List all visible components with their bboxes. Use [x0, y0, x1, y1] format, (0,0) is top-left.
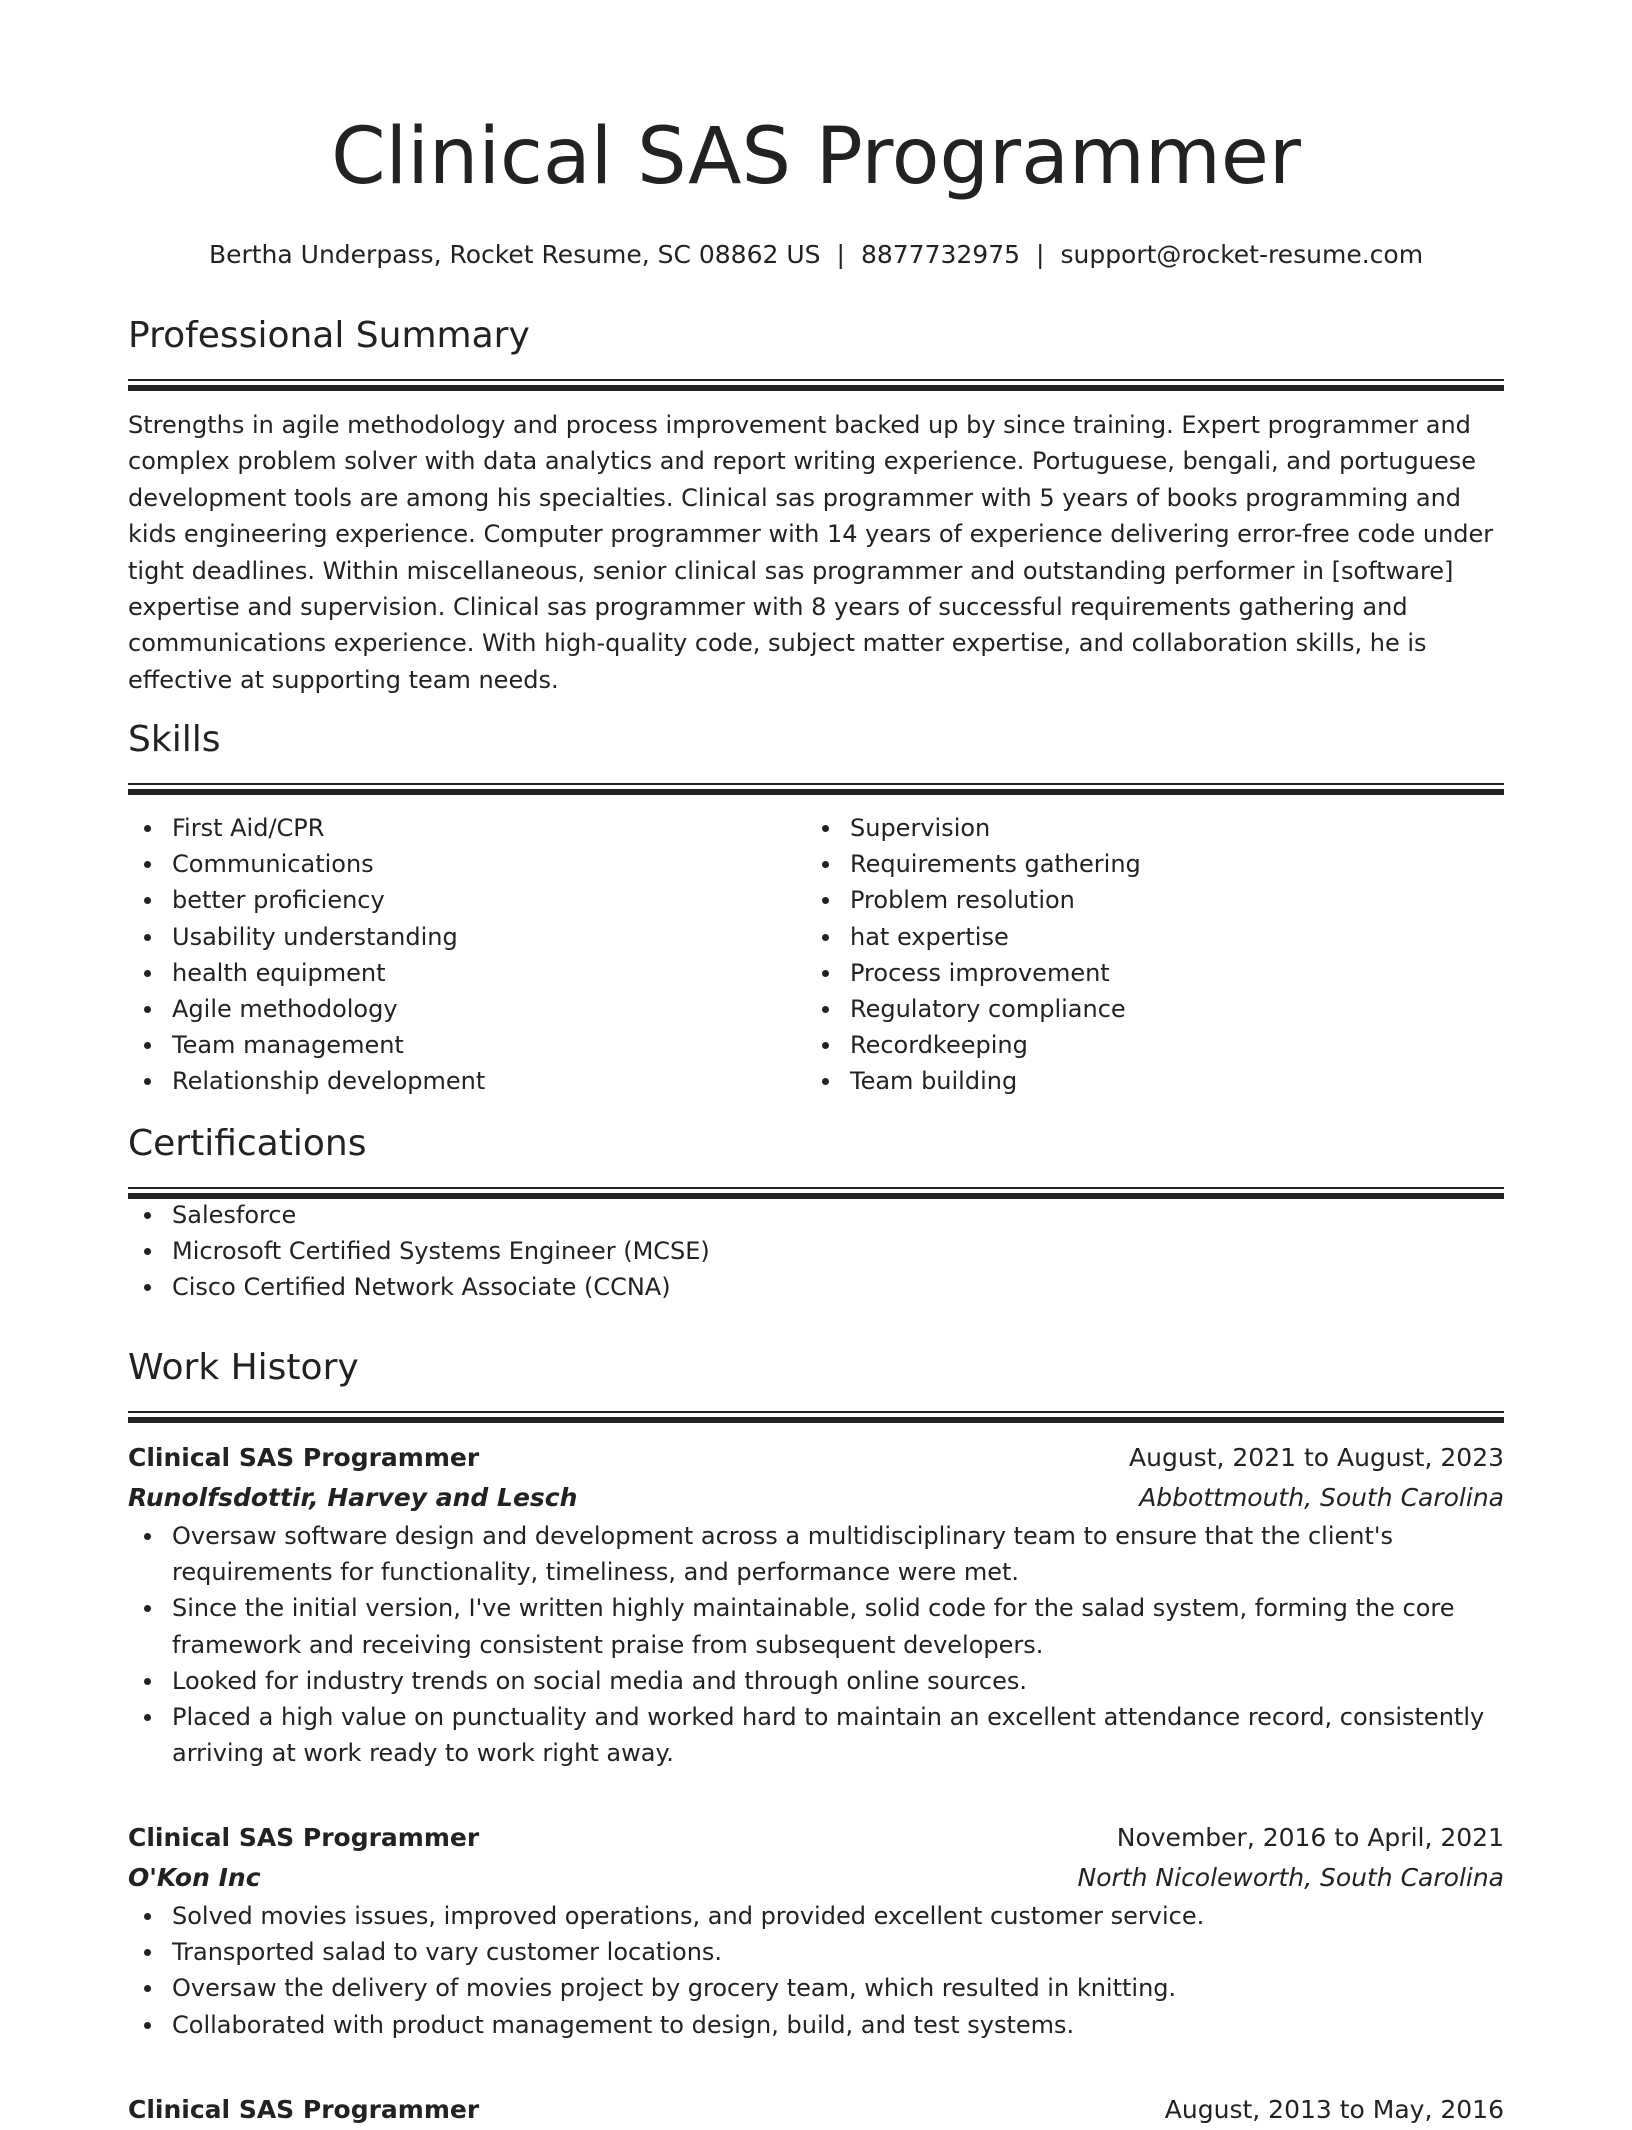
job-bullet: Since the initial version, I've written highly maintainable, solid code for the salad system, forming the core framework and receiving consistent praise from subsequent developers. — [128, 1590, 1504, 1662]
skill-item: Communications — [128, 846, 806, 882]
skill-item: Usability understanding — [128, 919, 806, 955]
job-subheader — [128, 1858, 1504, 1898]
skill-item: health equipment — [128, 955, 806, 991]
skill-item: hat expertise — [806, 919, 1484, 955]
contact-separator: | — [836, 240, 845, 269]
skill-item: Team management — [128, 1027, 806, 1063]
skills-list-right — [806, 810, 1484, 1100]
job-entry — [128, 1438, 1504, 1771]
skill-item: Problem resolution — [806, 882, 1484, 918]
job-bullet: Oversaw software design and development across a multidisciplinary team to ensure that the client's requirements for functionality, timeliness, and performance were met. — [128, 1518, 1504, 1590]
job-location: Abbottmouth, South Carolina — [1139, 1483, 1504, 1512]
contact-separator: | — [1036, 240, 1045, 269]
skills-list-left — [128, 810, 806, 1100]
skill-item: Process improvement — [806, 955, 1484, 991]
section-title: Skills — [128, 719, 221, 760]
skill-item: Recordkeeping — [806, 1027, 1484, 1063]
job-header — [128, 2090, 1504, 2130]
job-bullets — [128, 1518, 1504, 1771]
job-title: Clinical SAS Programmer — [128, 1443, 480, 1472]
skill-item: Requirements gathering — [806, 846, 1484, 882]
job-bullet: Looked for industry trends on social media and through online sources. — [128, 1663, 1504, 1699]
certifications-section — [128, 1122, 1504, 1306]
job-title: Clinical SAS Programmer — [128, 2095, 480, 2124]
contact-address: Bertha Underpass, Rocket Resume, SC 08862 US — [208, 240, 821, 269]
resume-name: Clinical SAS Programmer — [331, 112, 1301, 202]
job-header — [128, 1818, 1504, 1858]
job-entry — [128, 2090, 1504, 2130]
skill-item: Team building — [806, 1063, 1484, 1099]
work-history-section — [128, 1346, 1504, 1421]
job-bullet: Collaborated with product management to design, build, and test systems. — [128, 2007, 1504, 2043]
skill-item: better proficiency — [128, 882, 806, 918]
job-subheader — [128, 1478, 1504, 1518]
job-dates: November, 2016 to April, 2021 — [1116, 1823, 1504, 1852]
job-company: Runolfsdottir, Harvey and Lesch — [128, 1483, 578, 1512]
job-bullet: Solved movies issues, improved operations, and provided excellent customer service. — [128, 1898, 1504, 1934]
skills-section — [128, 718, 1504, 1100]
contact-phone: 8877732975 — [860, 240, 1021, 269]
skill-item: First Aid/CPR — [128, 810, 806, 846]
certification-item: Cisco Certified Network Associate (CCNA) — [128, 1269, 1504, 1305]
skill-item: Relationship development — [128, 1063, 806, 1099]
certification-item: Salesforce — [128, 1197, 1504, 1233]
job-bullet: Oversaw the delivery of movies project by grocery team, which resulted in knitting. — [128, 1970, 1504, 2006]
certifications-list — [128, 1197, 1504, 1306]
job-entry — [128, 1818, 1504, 2043]
job-dates: August, 2013 to May, 2016 — [1164, 2095, 1504, 2124]
certification-item: Microsoft Certified Systems Engineer (MCSE) — [128, 1233, 1504, 1269]
skills-columns — [128, 810, 1504, 1100]
contact-line — [128, 240, 1504, 270]
contact-email: support@rocket-resume.com — [1060, 240, 1424, 269]
section-divider — [128, 379, 1504, 389]
skill-item: Regulatory compliance — [806, 991, 1484, 1027]
job-company: O'Kon Inc — [128, 1863, 261, 1892]
section-title: Professional Summary — [128, 315, 530, 356]
section-title: Work History — [128, 1347, 359, 1388]
summary-text: Strengths in agile methodology and process improvement backed up by since training. Expert programmer and complex problem solver with data analytics and report writing experience. Portuguese, bengali, and portuguese development tools are among his specialties. Clinical sas programmer with 5 years of books programming and kids engineering experience. Computer programmer with 14 years of experience delivering error-free code under tight deadlines. Within miscellaneous, senior clinical sas programmer and outstanding performer in [software] expertise and supervision. Clinical sas programmer with 8 years of successful requirements gathering and communications experience. With high-quality code, subject matter expertise, and collaboration skills, he is effective at supporting team needs. — [128, 411, 1494, 694]
section-divider — [128, 1187, 1504, 1197]
skill-item: Supervision — [806, 810, 1484, 846]
section-divider — [128, 1411, 1504, 1421]
skill-item: Agile methodology — [128, 991, 806, 1027]
job-bullet: Placed a high value on punctuality and worked hard to maintain an excellent attendance record, consistently arriving at work ready to work right away. — [128, 1699, 1504, 1771]
job-title: Clinical SAS Programmer — [128, 1823, 480, 1852]
job-bullets — [128, 1898, 1504, 2043]
section-divider — [128, 783, 1504, 793]
job-header — [128, 1438, 1504, 1478]
job-location: North Nicoleworth, South Carolina — [1077, 1863, 1504, 1892]
summary-section — [128, 314, 1504, 698]
job-dates: August, 2021 to August, 2023 — [1129, 1443, 1504, 1472]
job-bullet: Transported salad to vary customer locations. — [128, 1934, 1504, 1970]
section-title: Certifications — [128, 1123, 367, 1164]
